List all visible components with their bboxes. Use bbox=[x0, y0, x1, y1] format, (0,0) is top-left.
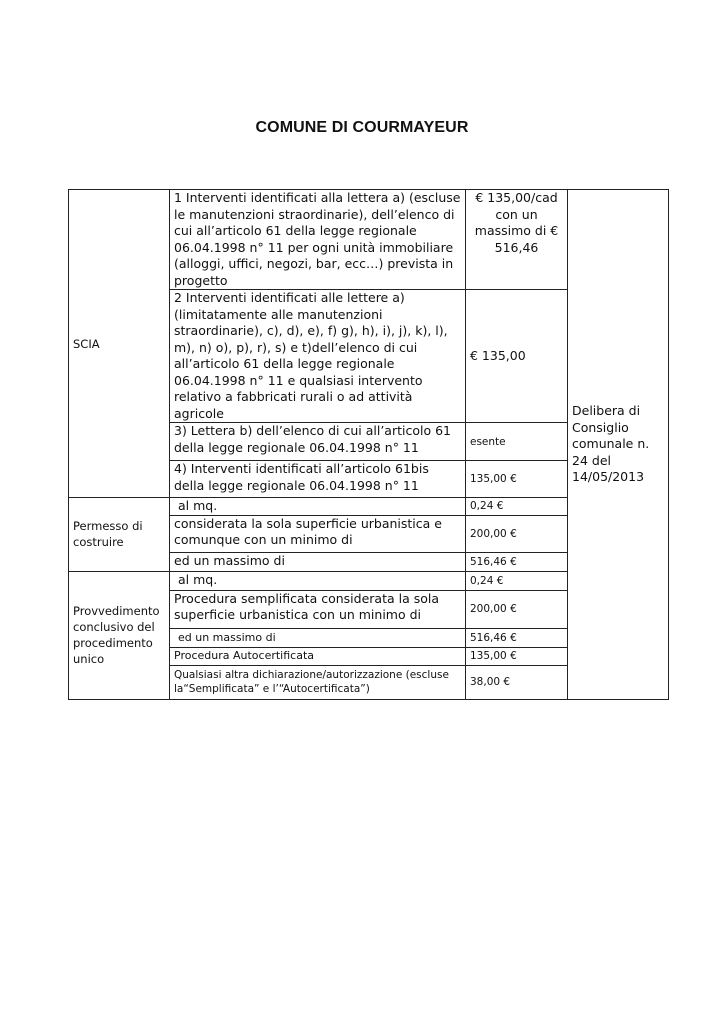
description-cell: al mq. bbox=[170, 571, 466, 590]
description-cell: 2 Interventi identificati alle lettere a) (limitatamente alle manutenzioni straordinarie), c), d), e), f) g), h), i), j), k), l), m), n) o), p), r), s) e t)dell’elenco di cui all’articolo 61 della legge regionale 06.04.1998 n° 11 e qualsiasi intervento relativo a fabbricati rurali o ad attività agricole bbox=[170, 290, 466, 423]
description-cell: ed un massimo di bbox=[170, 628, 466, 647]
description-cell: Procedura semplificata considerata la sola superficie urbanistica con un minimo di bbox=[170, 590, 466, 628]
description-cell: Procedura Autocertificata bbox=[170, 647, 466, 665]
fee-cell: € 135,00 bbox=[466, 290, 568, 423]
fee-cell: 516,46 € bbox=[466, 628, 568, 647]
description-cell: al mq. bbox=[170, 498, 466, 516]
fee-cell: 516,46 € bbox=[466, 552, 568, 571]
description-cell: considerata la sola superficie urbanistica e comunque con un minimo di bbox=[170, 515, 466, 552]
category-provvedimento: Provvedimento conclusivo del procedimento unico bbox=[69, 571, 170, 699]
page-title: COMUNE DI COURMAYEUR bbox=[255, 119, 469, 136]
table-row bbox=[69, 190, 669, 290]
fee-cell: € 135,00/cad con un massimo di € 516,46 bbox=[466, 190, 568, 290]
description-cell: 1 Interventi identificati alla lettera a) (escluse le manutenzioni straordinarie), dell’elenco di cui all’articolo 61 della legge regionale 06.04.1998 n° 11 per ogni unità immobiliare (alloggi, uffici, negozi, bar, ecc…) prevista in progetto bbox=[170, 190, 466, 290]
description-cell: 3) Lettera b) dell’elenco di cui all’articolo 61 della legge regionale 06.04.1998 n° 11 bbox=[170, 423, 466, 461]
description-cell: Qualsiasi altra dichiarazione/autorizzazione (escluse la“Semplificata” e l’“Autocertificata”) bbox=[170, 665, 466, 699]
fee-cell: 135,00 € bbox=[466, 461, 568, 498]
category-permesso: Permesso di costruire bbox=[69, 498, 170, 572]
fee-cell: 135,00 € bbox=[466, 647, 568, 665]
fee-cell: esente bbox=[466, 423, 568, 461]
fee-cell: 200,00 € bbox=[466, 515, 568, 552]
fee-cell: 200,00 € bbox=[466, 590, 568, 628]
reference-cell: Delibera di Consiglio comunale n. 24 del 14/05/2013 bbox=[568, 190, 669, 700]
description-cell: 4) Interventi identificati all’articolo 61bis della legge regionale 06.04.1998 n° 11 bbox=[170, 461, 466, 498]
fee-cell: 38,00 € bbox=[466, 665, 568, 699]
category-scia: SCIA bbox=[69, 190, 170, 498]
fees-table bbox=[68, 189, 669, 700]
fee-cell: 0,24 € bbox=[466, 571, 568, 590]
fee-cell: 0,24 € bbox=[466, 498, 568, 516]
description-cell: ed un massimo di bbox=[170, 552, 466, 571]
